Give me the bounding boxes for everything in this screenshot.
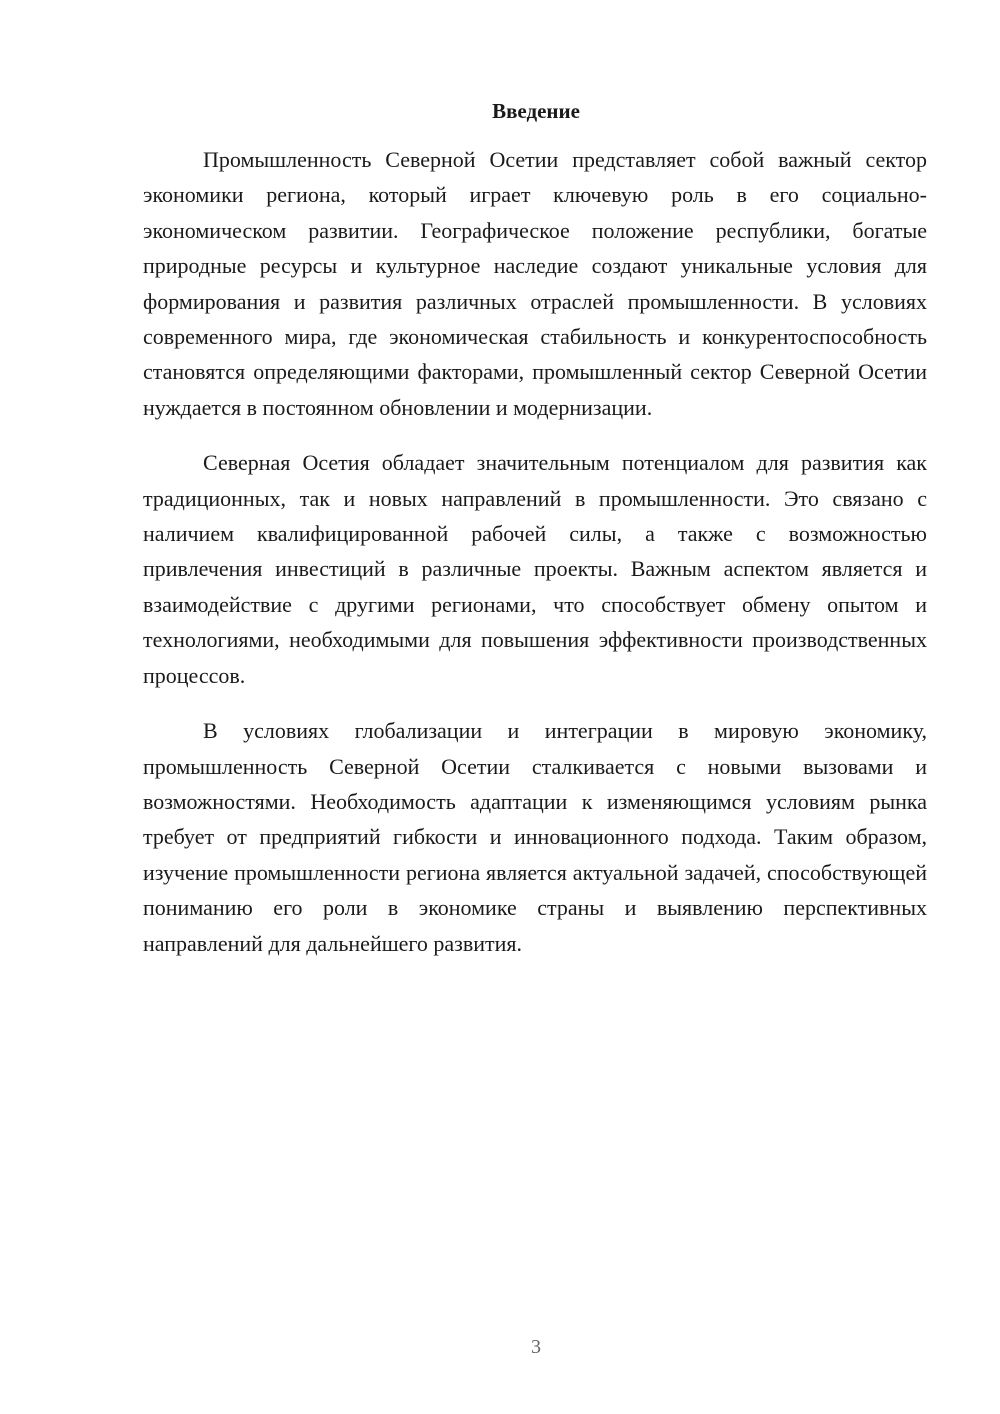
paragraph-1: Промышленность Северной Осетии представляет собой важный сектор экономики региона, который играет ключевую роль в его социально-экономическом развитии. Географическое положение республики, богатые природные ресурсы и культурное наследие создают уникальные условия для формирования и развития различных отраслей промышленности. В условиях современного мира, где экономическая стабильность и конкурентоспособность становятся определяющими факторами, промышленный сектор Северной Осетии нуждается в постоянном обновлении и модернизации. [143,147,927,420]
page-number: 3 [531,1336,541,1358]
paragraph-2: Северная Осетия обладает значительным потенциалом для развития как традиционных, так и новых направлений в промышленности. Это связано с наличием квалифицированной рабочей силы, а также с возможностью привлечения инвестиций в различные проекты. Важным аспектом является и взаимодействие с другими регионами, что способствует обмену опытом и технологиями, необходимыми для повышения эффективности производственных процессов. [143,450,927,688]
body-text [143,142,927,981]
paragraph-3: В условиях глобализации и интеграции в мировую экономику, промышленность Северной Осетии сталкивается с новыми вызовами и возможностями. Необходимость адаптации к изменяющимся условиям рынка требует от предприятий гибкости и инновационного подхода. Таким образом, изучение промышленности региона является актуальной задачей, способствующей пониманию его роли в экономике страны и выявлению перспективных направлений для дальнейшего развития. [143,718,927,956]
section-heading: Введение [492,99,580,123]
